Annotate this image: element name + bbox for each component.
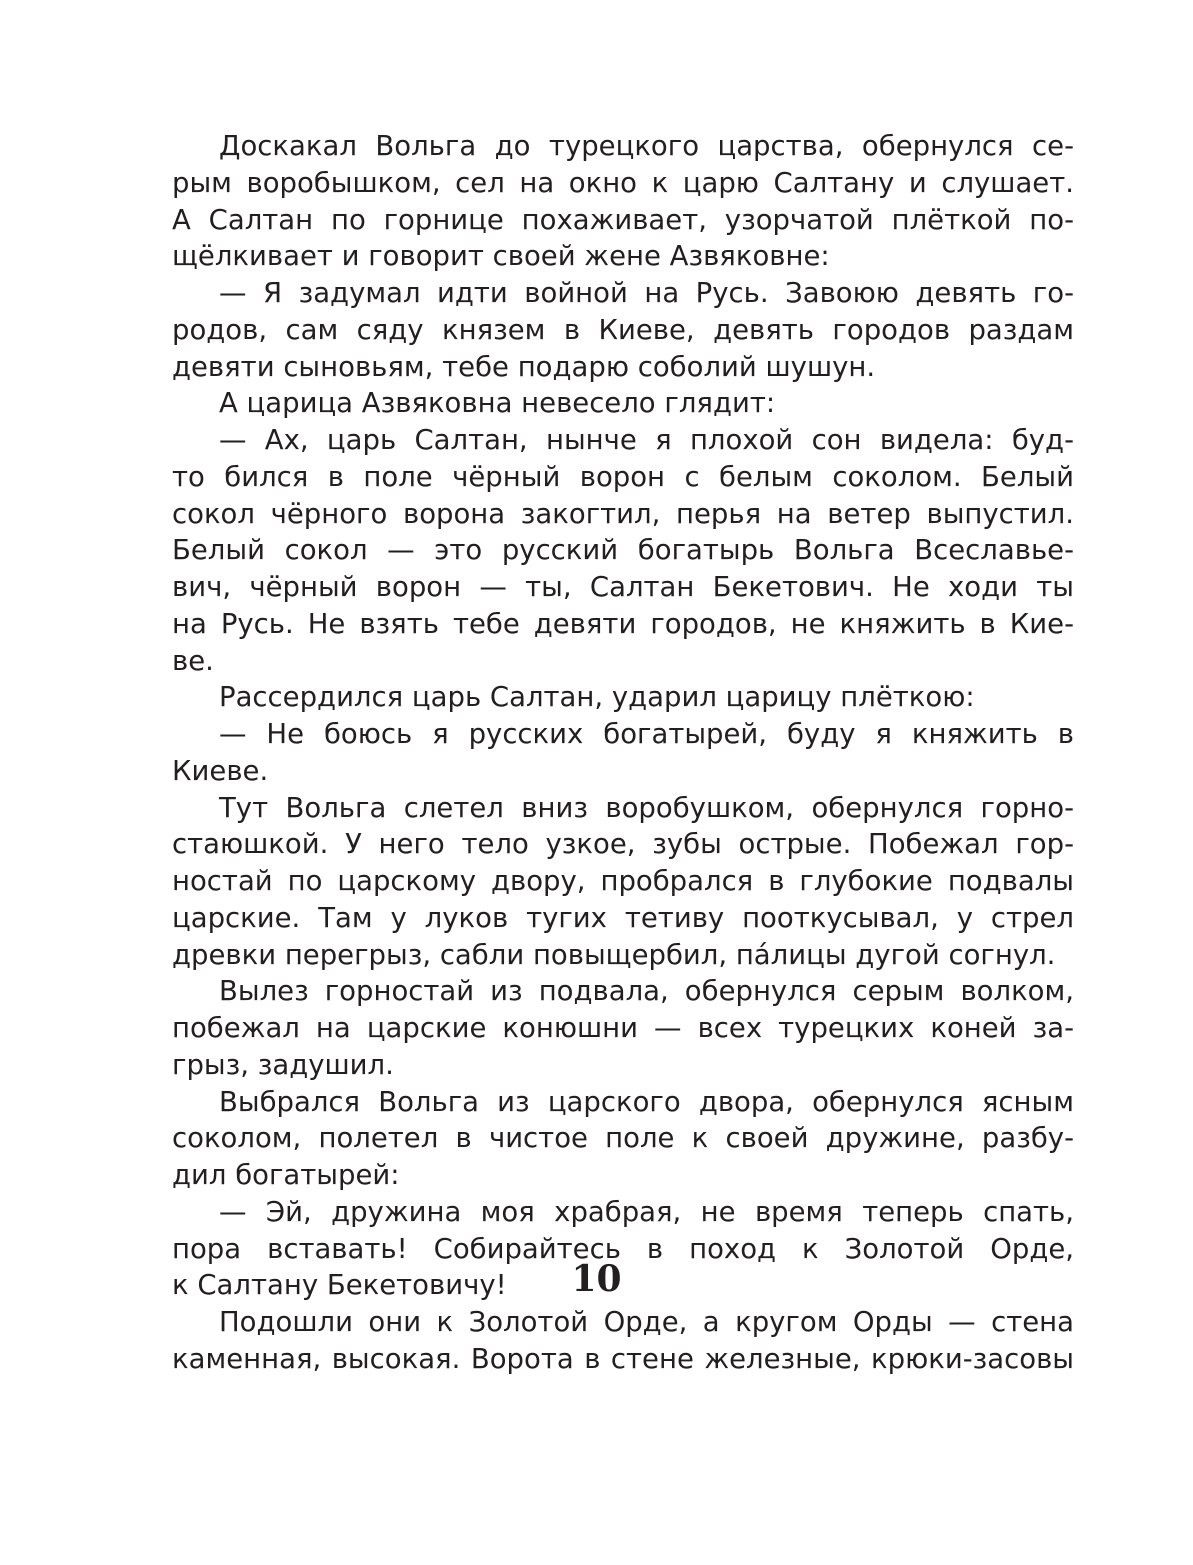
text-line: А царица Азвяковна невесело глядит: <box>219 387 776 420</box>
text-line: дил богатырей: <box>172 1159 400 1191</box>
paragraph <box>172 679 1074 716</box>
text-line: царские. Там у луков тугих тетиву пооткусывал, у стрел <box>172 901 1074 934</box>
text-line: рым воробышком, сел на окно к царю Салтану и слушает. <box>172 166 1074 199</box>
text-line: родов, сам сяду князем в Киеве, девять городов раздам <box>172 313 1074 346</box>
paragraph <box>172 275 1074 385</box>
page-body <box>172 128 1074 1378</box>
paragraph <box>172 716 1074 790</box>
text-line: сокол чёрного ворона закогтил, перья на ветер выпустил. <box>172 497 1074 530</box>
text-line: то бился в поле чёрный ворон с белым соколом. Белый <box>172 460 1074 493</box>
text-line: побежал на царские конюшни — всех турецких коней за- <box>172 1012 1074 1044</box>
text-line: девяти сыновьям, тебе подарю соболий шушун. <box>172 350 876 383</box>
text-line: Киеве. <box>172 754 269 787</box>
text-line: Рассердился царь Салтан, ударил царицу плёткою: <box>219 681 975 714</box>
text-line: Белый сокол — это русский богатырь Вольга Всеславье- <box>172 534 1074 567</box>
text-line: Доскакал Вольга до турецкого царства, обернулся се- <box>219 130 1074 162</box>
text-line: Вылез горностай из подвала, обернулся серым волком, <box>219 975 1074 1008</box>
text-line: ностай по царскому двору, пробрался в глубокие подвалы <box>172 865 1074 897</box>
paragraph <box>172 128 1074 275</box>
text-line: соколом, полетел в чистое поле к своей дружине, разбу- <box>172 1122 1074 1155</box>
text-line: Выбрался Вольга из царского двора, обернулся ясным <box>219 1085 1074 1118</box>
text-line: А Салтан по горнице похаживает, узорчатой плёткой по- <box>172 203 1074 236</box>
text-line: пора вставать! Собирайтесь в поход к Золотой Орде, <box>172 1232 1074 1265</box>
text-line: на Русь. Не взять тебе девяти городов, не княжить в Кие- <box>172 607 1074 640</box>
paragraph <box>172 385 1074 422</box>
text-line: каменная, высокая. Ворота в стене железные, крюки-засовы <box>172 1342 1074 1375</box>
text-line: — Эй, дружина моя храбрая, не время теперь спать, <box>219 1195 1074 1228</box>
text-line: — Не боюсь я русских богатырей, буду я княжить в <box>219 718 1074 750</box>
text-line: грыз, задушил. <box>172 1048 394 1081</box>
paragraph <box>172 790 1074 974</box>
text-line: древки перегрыз, сабли повыщербил, па́лицы дугой согнул. <box>172 938 1056 971</box>
text-line: — Ах, царь Салтан, нынче я плохой сон видела: буд- <box>219 424 1074 456</box>
text-line: стаюшкой. У него тело узкое, зубы острые. Побежал гор- <box>172 828 1074 861</box>
text-line: Тут Вольга слетел вниз воробушком, обернулся горно- <box>219 791 1074 824</box>
text-line: ве. <box>172 644 214 677</box>
text-line: Подошли они к Золотой Орде, а кругом Орды — стена <box>219 1306 1074 1338</box>
text-line: вич, чёрный ворон — ты, Салтан Бекетович. Не ходи ты <box>172 571 1074 603</box>
paragraph <box>172 422 1074 679</box>
paragraph <box>172 1304 1074 1378</box>
paragraph <box>172 973 1074 1083</box>
paragraph <box>172 1084 1074 1194</box>
page-number: 10 <box>571 1258 622 1300</box>
text-line: щёлкивает и говорит своей жене Азвяковне: <box>172 240 830 273</box>
text-line: к Салтану Бекетовичу! <box>172 1269 507 1302</box>
text-line: — Я задумал идти войной на Русь. Завоюю девять го- <box>219 277 1074 309</box>
